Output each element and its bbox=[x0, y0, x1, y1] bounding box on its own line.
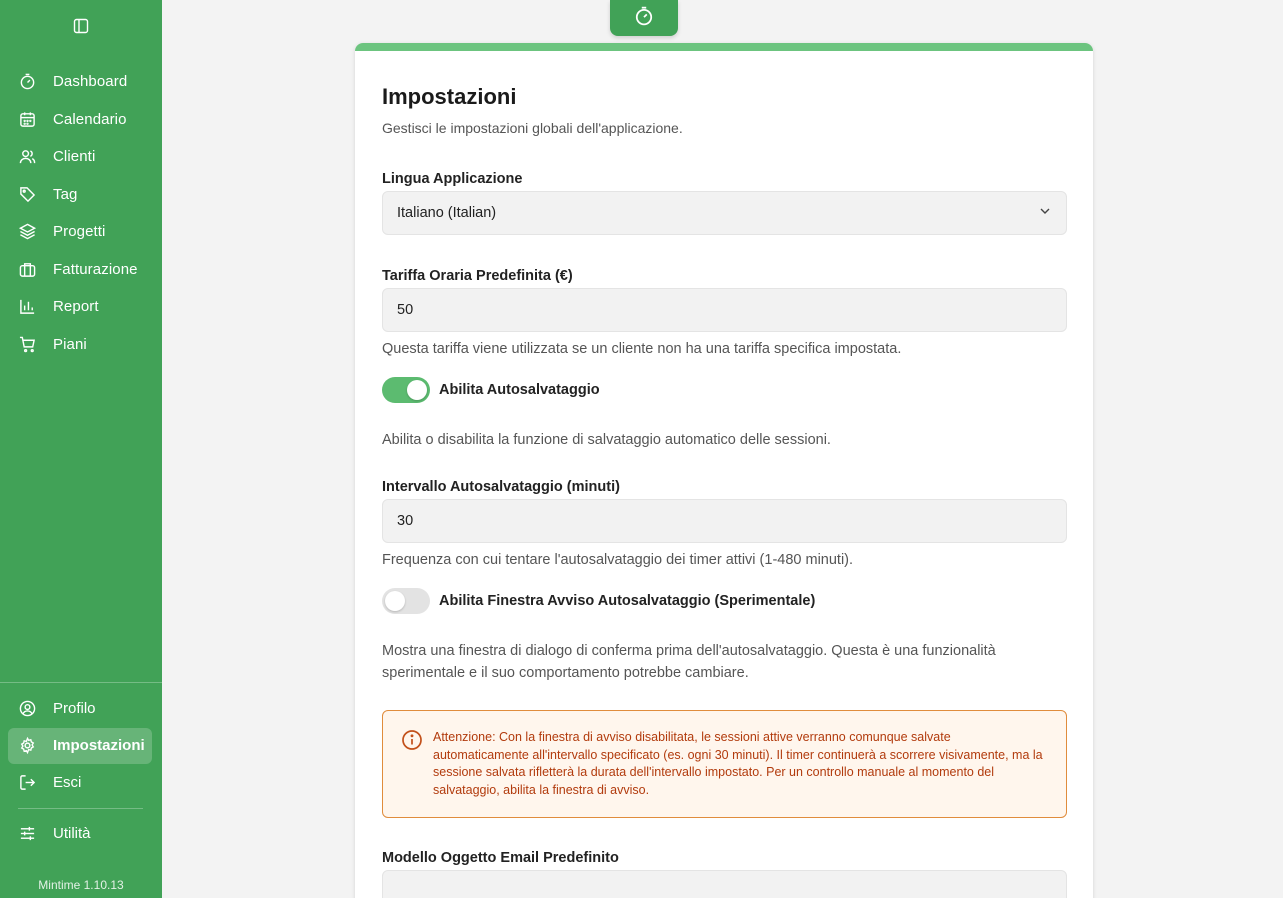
email-subject-label: Modello Oggetto Email Predefinito bbox=[382, 850, 619, 866]
sidebar-item-piani[interactable] bbox=[0, 326, 162, 364]
sidebar-item-clienti[interactable] bbox=[0, 138, 162, 176]
timer-icon bbox=[18, 73, 36, 91]
rate-value: 50 bbox=[397, 302, 414, 318]
settings-card bbox=[355, 43, 1093, 898]
page-subtitle: Gestisci le impostazioni globali dell'applicazione. bbox=[382, 120, 683, 136]
interval-input[interactable] bbox=[382, 499, 1067, 543]
language-value: Italiano (Italian) bbox=[397, 205, 497, 221]
sidebar-item-label: Tag bbox=[53, 185, 78, 203]
warning-dialog-label: Abilita Finestra Avviso Autosalvataggio (Sperimentale) bbox=[439, 593, 816, 609]
warning-text: Attenzione: Con la finestra di avviso disabilitata, le sessioni attive verranno comunque salvate automaticamente all'intervallo specificato (es. ogni 30 minuti). Il timer continuerà a scorrere visivamente, ma la sessione salvata rifletterà la durata dell'intervallo impostato. Per un controllo manuale al momento del salvataggio, abilita la finestra di avviso. bbox=[433, 730, 1043, 797]
sidebar-item-impostazioni[interactable] bbox=[8, 728, 152, 764]
toggle-knob bbox=[407, 380, 427, 400]
rate-input[interactable] bbox=[382, 288, 1067, 332]
calendar-icon bbox=[18, 110, 36, 128]
sidebar-item-label: Report bbox=[53, 298, 99, 316]
rate-label: Tariffa Oraria Predefinita (€) bbox=[382, 268, 573, 284]
timer-icon bbox=[634, 6, 654, 31]
sidebar-item-progetti[interactable] bbox=[0, 213, 162, 251]
sidebar-item-tag[interactable] bbox=[0, 176, 162, 214]
autosave-toggle[interactable] bbox=[382, 377, 430, 403]
sidebar-item-report[interactable] bbox=[0, 288, 162, 326]
sidebar-item-label: Dashboard bbox=[53, 73, 128, 91]
sidebar-divider bbox=[18, 808, 143, 809]
sidebar-item-label: Clienti bbox=[53, 148, 96, 166]
sidebar-item-label: Calendario bbox=[53, 110, 127, 128]
app-version: Mintime 1.10.13 bbox=[38, 878, 124, 892]
sidebar-item-dashboard[interactable] bbox=[0, 63, 162, 101]
user-circle-icon bbox=[18, 700, 36, 718]
warning-dialog-toggle[interactable] bbox=[382, 588, 430, 614]
sliders-icon bbox=[18, 824, 36, 842]
gear-icon bbox=[18, 737, 36, 755]
tag-icon bbox=[18, 185, 36, 203]
warning-dialog-help: Mostra una finestra di dialogo di conferma prima dell'autosalvataggio. Questa è una funzionalità sperimentale e il suo comportamento potrebbe cambiare. bbox=[382, 643, 996, 681]
bar-chart-icon bbox=[18, 298, 36, 316]
interval-help: Frequenza con cui tentare l'autosalvataggio dei timer attivi (1-480 minuti). bbox=[382, 552, 854, 568]
sidebar-item-calendario[interactable] bbox=[0, 101, 162, 139]
page-title: Impostazioni bbox=[382, 84, 517, 109]
interval-label: Intervallo Autosalvataggio (minuti) bbox=[382, 479, 620, 495]
layers-icon bbox=[18, 223, 36, 241]
sidebar-item-label: Fatturazione bbox=[53, 260, 138, 278]
toggle-knob bbox=[385, 591, 405, 611]
autosave-help: Abilita o disabilita la funzione di salvataggio automatico delle sessioni. bbox=[382, 432, 831, 448]
sidebar-divider bbox=[0, 682, 162, 683]
autosave-label: Abilita Autosalvataggio bbox=[439, 382, 600, 398]
language-label: Lingua Applicazione bbox=[382, 171, 523, 187]
bottom-nav bbox=[0, 690, 162, 801]
autosave-toggle-row bbox=[382, 377, 1067, 403]
sidebar-item-label: Piani bbox=[53, 335, 87, 353]
users-icon bbox=[18, 148, 36, 166]
sidebar-item-profilo[interactable] bbox=[0, 690, 162, 728]
autosave-warning-alert bbox=[382, 710, 1067, 818]
sidebar-item-fatturazione[interactable] bbox=[0, 251, 162, 289]
language-select[interactable] bbox=[382, 191, 1067, 235]
briefcase-icon bbox=[18, 260, 36, 278]
sidebar-toggle-icon[interactable] bbox=[72, 17, 90, 35]
sidebar-item-label: Impostazioni bbox=[53, 737, 145, 754]
sidebar bbox=[0, 0, 162, 898]
sidebar-item-label: Profilo bbox=[53, 700, 96, 718]
logout-icon bbox=[18, 773, 36, 791]
main-nav bbox=[0, 63, 162, 363]
card-accent-bar bbox=[355, 43, 1093, 51]
chevron-down-icon bbox=[1038, 204, 1052, 222]
sidebar-item-label: Utilità bbox=[53, 824, 91, 842]
rate-help: Questa tariffa viene utilizzata se un cliente non ha una tariffa specifica impostata. bbox=[382, 341, 902, 357]
timer-tab-button[interactable] bbox=[610, 0, 678, 36]
sidebar-item-utilita[interactable] bbox=[0, 815, 162, 851]
sidebar-item-label: Progetti bbox=[53, 223, 106, 241]
email-subject-input[interactable] bbox=[382, 870, 1067, 898]
sidebar-item-label: Esci bbox=[53, 773, 82, 791]
interval-value: 30 bbox=[397, 513, 414, 529]
sidebar-item-esci[interactable] bbox=[0, 764, 162, 802]
warning-dialog-toggle-row bbox=[382, 588, 1067, 614]
cart-icon bbox=[18, 335, 36, 353]
info-icon bbox=[401, 729, 423, 751]
